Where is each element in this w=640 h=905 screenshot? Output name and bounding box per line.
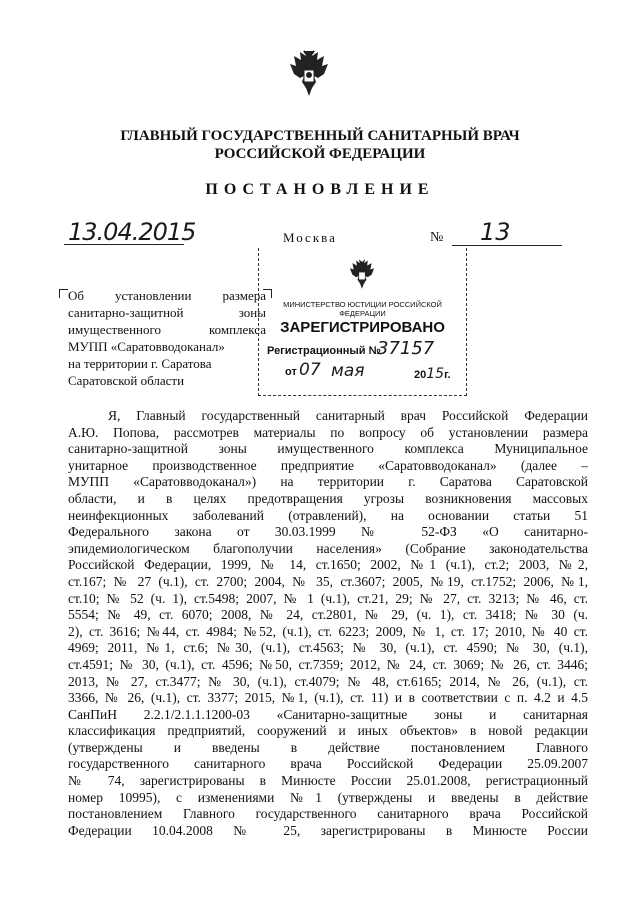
body-line: № 74, зарегистрированы в Минюсте России 25.01.2008, регистрационный — [68, 773, 588, 789]
document-date: 13.04.2015 — [68, 218, 196, 246]
body-line: А.Ю. Попова, рассмотрев материалы по вопросу об установлении размера — [68, 424, 588, 440]
body-line: 2), ст. 3616; №44, ст. 4984; №52, (ч.1), ст. 6223; 2009, № 1, ст. 17; 2010, № 40 ст. — [68, 623, 588, 639]
stamp-coat-of-arms-icon — [347, 258, 377, 290]
stamp-year-suffix: г. — [444, 369, 451, 381]
subject-block — [68, 287, 266, 389]
stamp-ministry: МИНИСТЕРСТВО ЮСТИЦИИ РОССИЙСКОЙ ФЕДЕРАЦИИ — [283, 300, 442, 318]
body-line: унитарное производственное предприятие «Саратовводоканал» (далее – — [68, 457, 588, 473]
body-line: МУПП «Саратовводоканал») на территории г. Саратова Саратовской — [68, 474, 588, 490]
body-line: ст.4591; № 30, (ч.1), ст. 4596; №50, ст.7359; 2012, № 24, ст. 3069; № 26, ст. 3446; — [68, 656, 588, 672]
registration-stamp — [258, 248, 467, 396]
body-line: номер 10995), с изменениями №1 (утверждены и введены в действие — [68, 789, 588, 805]
body-line: ст.10; № 52 (ч. 1), ст.5498; 2007, № 1 (ч.1), ст.21, 29; № 27, ст. 3213; № 46, ст. — [68, 590, 588, 606]
date-underline — [64, 244, 184, 245]
authority-name-line2: РОССИЙСКОЙ ФЕДЕРАЦИИ — [214, 146, 426, 162]
document-type: ПОСТАНОВЛЕНИЕ — [205, 181, 435, 198]
subject-line: на территории г. Саратова — [68, 356, 212, 371]
body-line: СанПиН 2.2.1/2.1.1.1200-03 «Санитарно-защитные зоны и санитарная — [68, 706, 588, 722]
subject-line: санитарно-защитной зоны — [68, 305, 266, 320]
body-line: 2013, № 27, ст.3477; № 30, (ч.1), ст.4079; № 48, ст.6165; 2014, № 26, (ч.1), ст. — [68, 673, 588, 689]
body-text — [68, 408, 588, 839]
coat-of-arms-icon — [286, 48, 332, 98]
number-label: № — [430, 230, 444, 245]
subject-bracket-left — [59, 289, 68, 298]
subject-line: Саратовской области — [68, 373, 185, 388]
stamp-year-printed: 20 — [414, 369, 427, 381]
body-line: 4969; 2011, №1, ст.6; №30, (ч.1), ст.4563; № 30, (ч.1), ст. 4590; № 30, (ч.1), — [68, 640, 588, 656]
body-line: 5554; № 49, ст. 6070; 2008, № 24, ст.2801, № 29, (ч. 1), ст. 3418; № 30 (ч. — [68, 607, 588, 623]
stamp-reg-number: 37157 — [377, 338, 435, 359]
document-number: 13 — [480, 218, 511, 246]
body-line: санитарно-защитной зоны имущественного комплекса Муниципальное — [68, 441, 588, 457]
body-line: постановлением Главного государственного санитарного врача Российской — [68, 806, 588, 822]
body-line: ст.167; № 27 (ч.1), ст. 2700; 2004, № 35, ст.3607; 2005, №19, ст.1752; 2006, №1, — [68, 573, 588, 589]
stamp-date-day: 07 — [299, 360, 321, 380]
body-line: Федерации 10.04.2008 № 25, зарегистрированы в Минюсте России — [68, 822, 588, 838]
body-line: области, и в целях предотвращения угрозы возникновения массовых — [68, 490, 588, 506]
body-line: классификация предприятий, сооружений и иных объектов» в новой редакции — [68, 723, 588, 739]
stamp-date-prefix: от — [285, 366, 297, 378]
body-line: 3366, № 26, (ч.1), ст. 3377; 2015, №1, (ч.1), ст. 11) и в соответствии с п. 4.2 и 4.5 — [68, 690, 588, 706]
body-line: эпидемиологическом благополучии населения» (Собрание законодательства — [68, 540, 588, 556]
stamp-registered: ЗАРЕГИСТРИРОВАНО — [280, 319, 445, 336]
subject-line: имущественного комплекса — [68, 322, 266, 337]
stamp-year-hand: 15 — [426, 366, 445, 382]
body-line: Федерального закона от 30.03.1999 № 52-ФЗ «О санитарно- — [68, 524, 588, 540]
body-line: (утверждены и введены в действие постановлением Главного — [68, 739, 588, 755]
subject-line: МУПП «Саратовводоканал» — [68, 339, 225, 354]
stamp-date-year — [414, 366, 451, 382]
subject-line: Об установлении размера — [68, 288, 266, 303]
body-line: государственного санитарного врача Российской Федерации 25.09.2007 — [68, 756, 588, 772]
authority-name-line1: ГЛАВНЫЙ ГОСУДАРСТВЕННЫЙ САНИТАРНЫЙ ВРАЧ — [120, 128, 520, 144]
body-line: неинфекционных заболеваний (отравлений), на основании статьи 51 — [68, 507, 588, 523]
city: Москва — [283, 230, 337, 245]
stamp-date-month: мая — [331, 361, 365, 381]
stamp-reg-label: Регистрационный № — [267, 345, 381, 357]
body-line: Я, Главный государственный санитарный врач Российской Федерации — [108, 408, 588, 423]
body-line: Российской Федерации, 1999, № 14, ст.1650; 2002, №1 (ч.1), ст.2; 2003, №2, — [68, 557, 588, 573]
